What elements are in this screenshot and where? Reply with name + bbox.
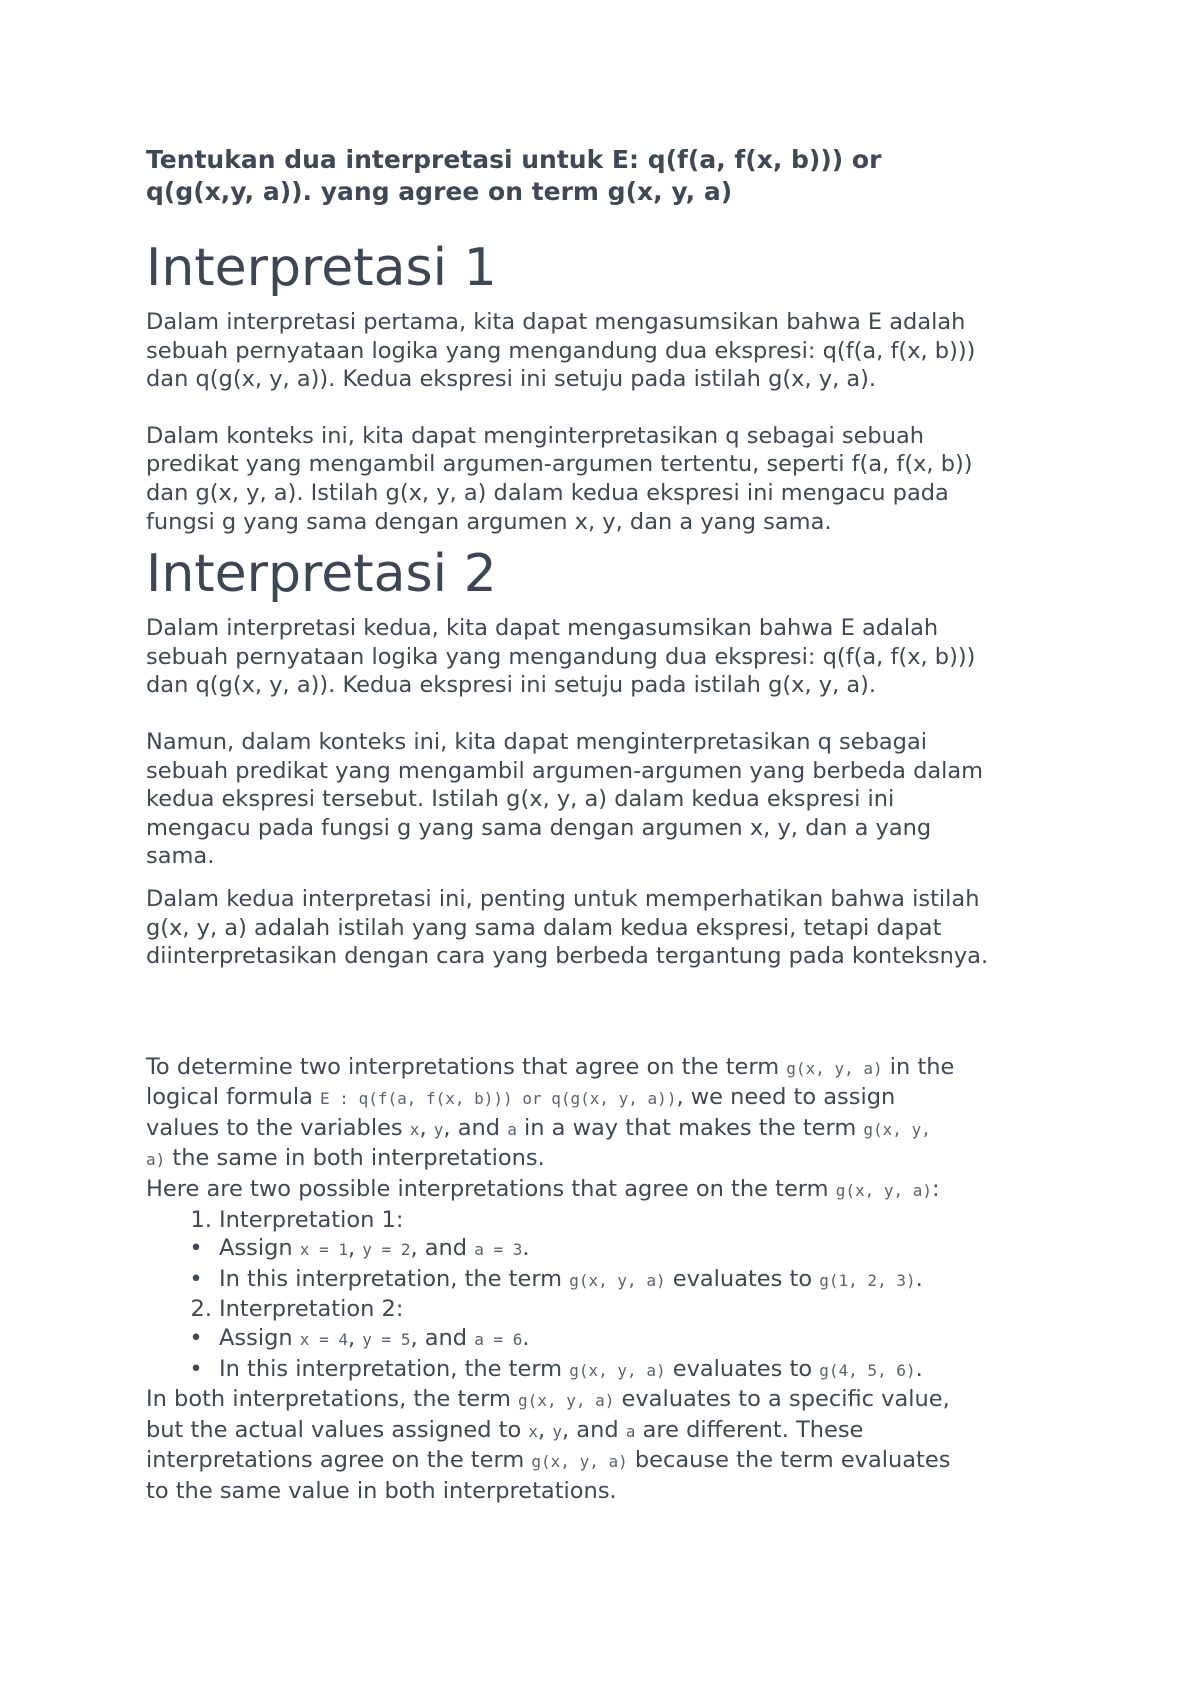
paragraph: Dalam kedua interpretasi ini, penting untuk memperhatikan bahwa istilah g(x, y, a) adalah istilah yang sama dalam kedua ekspresi, tetapi dapat diinterpretasikan dengan cara yang berbeda tergantung pada konteksnya. [146,885,989,970]
paragraph: Dalam interpretasi pertama, kita dapat mengasumsikan bahwa E adalah sebuah pernyataan logika yang mengandung dua ekspresi: q(f(a, f(x, b))) dan q(g(x, y, a)). Kedua ekspresi ini setuju pada istilah g(x, y, a). [146,309,976,393]
inline-code: g(x, y, a) [569,1360,666,1380]
inline-code: y = 2 [362,1240,411,1260]
inline-code: a) [146,1150,166,1170]
inline-code: y [433,1119,444,1139]
section-title-interpretasi-2: Interpretasi 2 [146,544,497,605]
bullet-icon: • [189,1265,203,1292]
inline-code: y [552,1421,562,1441]
question-line: Tentukan dua interpretasi untuk E: q(f(a, f(x, b))) or [146,145,882,174]
english-conclusion-paragraph: In both interpretations, the term g(x, y, a) evaluates to a specific value, but the actual values assigned to x, y, and a are different. These interpretations agree on the term g(x, y, a) because the term evaluates to the same value in both interpretations. [146,1386,951,1504]
document-content [146,144,1086,1506]
inline-code: a = 6 [474,1330,523,1350]
paragraph: Dalam konteks ini, kita dapat menginterpretasikan q sebagai sebuah predikat yang mengambil argumen-argumen tertentu, seperti f(a, f(x, b)) dan g(x, y, a). Istilah g(x, y, a) dalam kedua ekspresi ini mengacu pada fungsi g yang sama dengan argumen x, y, dan a yang sama. [146,422,973,535]
inline-code: g(x, y, a) [531,1452,628,1472]
inline-code: a [625,1421,636,1441]
bullet-icon: • [189,1235,203,1262]
list-number: 2. [190,1296,212,1323]
list-item: • In this interpretation, the term g(x, y, a) evaluates to g(4, 5, 6). [146,1355,1086,1386]
inline-code: x = 1 [299,1240,348,1260]
list-item: • Assign x = 4, y = 5, and a = 6. [146,1324,1086,1355]
inline-code: g(x, y, a) [786,1058,883,1078]
section-title-interpretasi-1: Interpretasi 1 [146,238,497,298]
list-item: • Assign x = 1, y = 2, and a = 3. [146,1234,1086,1265]
paragraph: Dalam interpretasi kedua, kita dapat mengasumsikan bahwa E adalah sebuah pernyataan logika yang mengandung dua ekspresi: q(f(a, f(x, b))) dan q(g(x, y, a)). Kedua ekspresi ini setuju pada istilah g(x, y, a). [146,615,976,699]
inline-code: g(x, y, [863,1119,931,1139]
list-number: 1. [190,1206,212,1233]
inline-code: g(x, y, a) [835,1181,933,1201]
english-here-paragraph: Here are two possible interpretations that agree on the term g(x, y, a): [146,1176,940,1203]
inline-code: g(x, y, a) [518,1391,615,1411]
inline-code: y = 5 [362,1330,411,1350]
english-intro-paragraph: To determine two interpretations that agree on the term g(x, y, a) in the logical formula E : q(f(a, f(x, b))) or q(g(x, y, a)), we need to assign values to the variables x, y, and a in a way that makes the term g(x, y, a) the same in both interpretations. [146,1053,955,1172]
list-item: 1. Interpretation 1: [146,1206,1086,1235]
list-item: 2. Interpretation 2: [146,1295,1086,1324]
interpretations-list [146,1206,1086,1386]
question-heading [146,144,1086,208]
bullet-icon: • [189,1325,203,1352]
bullet-icon: • [189,1355,203,1382]
inline-code: E : q(f(a, f(x, b))) or q(g(x, y, a)) [320,1089,677,1109]
inline-code: g(1, 2, 3) [819,1270,916,1290]
inline-code: g(x, y, a) [569,1270,666,1290]
inline-code: x = 4 [299,1330,348,1350]
inline-code: x [528,1421,539,1441]
inline-code: g(4, 5, 6) [819,1360,916,1380]
inline-code: a [507,1119,517,1139]
paragraph: Namun, dalam konteks ini, kita dapat menginterpretasikan q sebagai sebuah predikat yang mengambil argumen-argumen yang berbeda dalam kedua ekspresi tersebut. Istilah g(x, y, a) dalam kedua ekspresi ini mengacu pada fungsi g yang sama dengan argumen x, y, dan a yang sama. [146,728,984,870]
inline-code: a = 3 [474,1240,523,1260]
list-item: • In this interpretation, the term g(x, y, a) evaluates to g(1, 2, 3). [146,1265,1086,1296]
question-line: q(g(x,y, a)). yang agree on term g(x, y, a) [146,177,733,206]
inline-code: x [409,1119,420,1139]
